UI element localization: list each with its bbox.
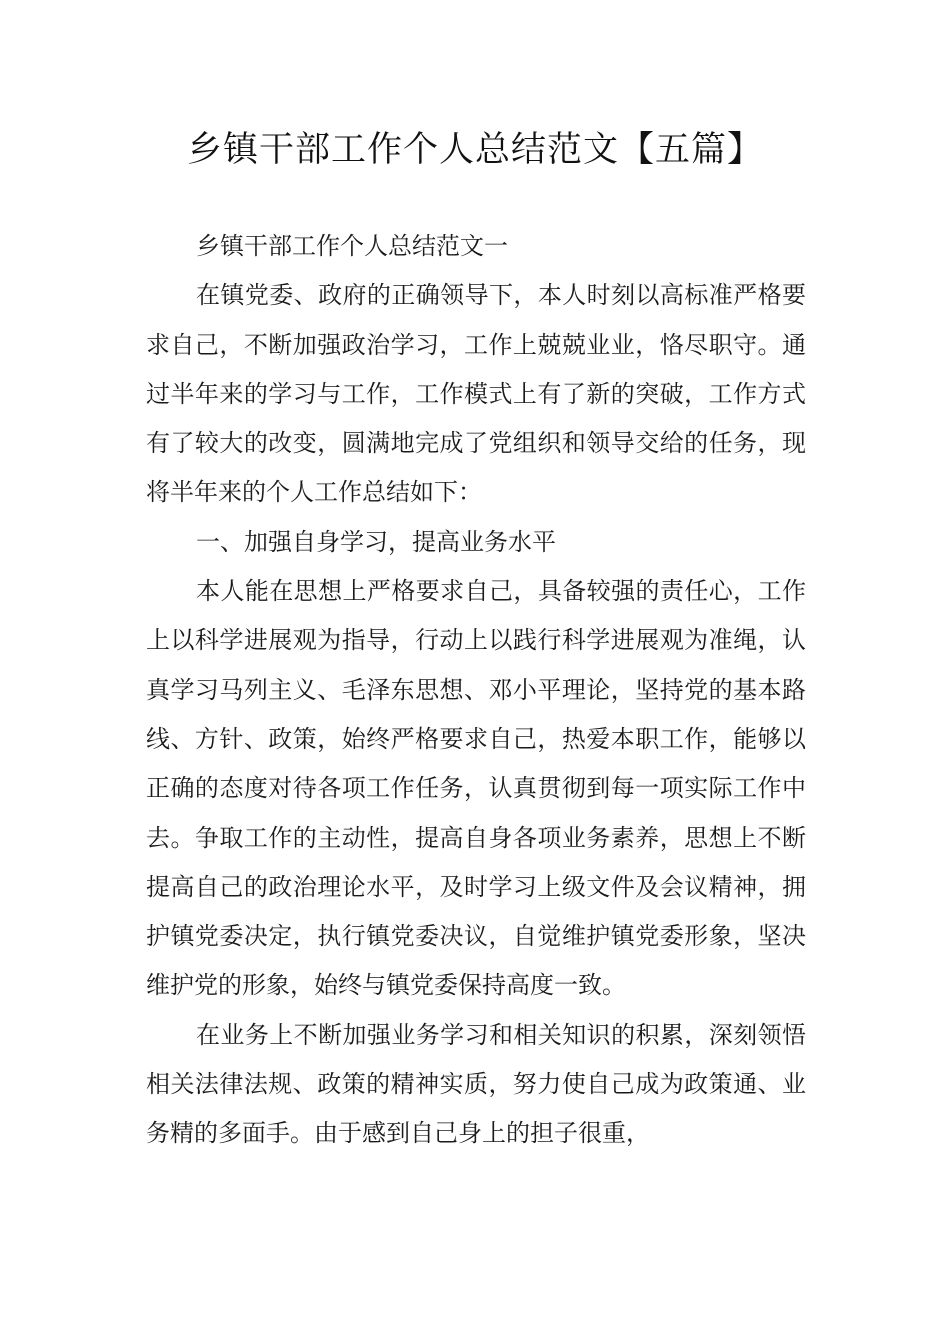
body-paragraph: 在镇党委、政府的正确领导下，本人时刻以高标准严格要求自己，不断加强政治学习，工作上兢兢业业，恪尽职守。通过半年来的学习与工作，工作模式上有了新的突破，工作方式有了较大的改变，圆满地完成了党组织和领导交给的任务，现将半年来的个人工作总结如下： xyxy=(146,281,806,507)
section-heading: 乡镇干部工作个人总结范文一 xyxy=(196,232,508,260)
document-body xyxy=(146,222,806,1159)
body-paragraph: 本人能在思想上严格要求自己，具备较强的责任心，工作上以科学进展观为指导，行动上以践行科学进展观为准绳，认真学习马列主义、毛泽东思想、邓小平理论，坚持党的基本路线、方针、政策，始终严格要求自己，热爱本职工作，能够以正确的态度对待各项工作任务，认真贯彻到每一项实际工作中去。争取工作的主动性，提高自身各项业务素养，思想上不断提高自己的政治理论水平，及时学习上级文件及会议精神，拥护镇党委决定，执行镇党委决议，自觉维护镇党委形象，坚决维护党的形象，始终与镇党委保持高度一致。 xyxy=(146,577,806,1000)
subsection-heading: 一、加强自身学习，提高业务水平 xyxy=(196,527,556,556)
body-paragraph: 在业务上不断加强业务学习和相关知识的积累，深刻领悟相关法律法规、政策的精神实质，努力使自己成为政策通、业务精的多面手。由于感到自己身上的担子很重， xyxy=(146,1020,806,1148)
document-title: 乡镇干部工作个人总结范文【五篇】 xyxy=(186,130,763,170)
